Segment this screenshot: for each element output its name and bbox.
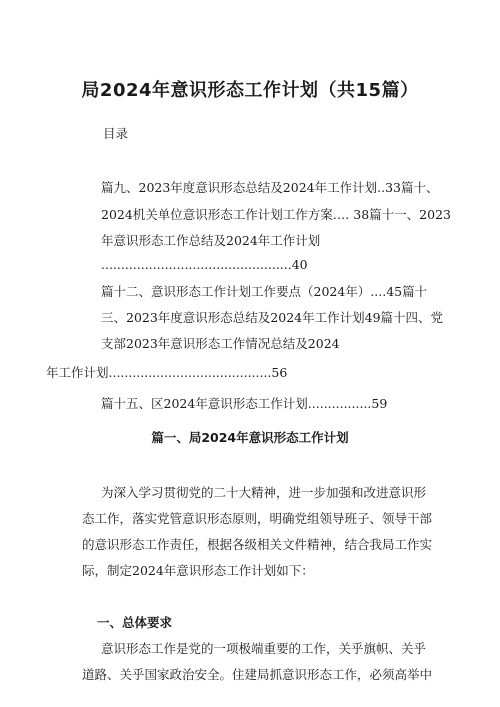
paragraph-line: 意识形态工作是党的一项极端重要的工作，关乎旗帜、关乎 (101, 641, 427, 656)
toc-line: 篇十五、区2024年意识形态工作计划................59 (101, 396, 388, 411)
toc-line: 年意识形态工作总结及2024年工作计划 (101, 233, 321, 248)
paragraph-line: 际，制定2024年意识形态工作计划如下： (82, 563, 314, 578)
section-title: 篇一、局2024年意识形态工作计划 (151, 430, 349, 445)
toc-line: 2024机关单位意识形态工作计划工作方案…. 38篇十一、2023 (101, 207, 451, 222)
paragraph-line: 态工作，落实党管意识形态原则，明确党组领导班子、领导干部 (82, 511, 433, 526)
document-title: 局2024年意识形态工作计划（共15篇） (81, 80, 419, 101)
paragraph-line: 的意识形态工作责任，根据各级相关文件精神，结合我局工作实 (82, 537, 433, 552)
subheading: 一、总体要求 (97, 615, 173, 630)
toc-line: ................................................40 (101, 257, 308, 272)
toc-line: 年工作计划.........................................56 (46, 365, 288, 380)
paragraph-line: 为深入学习贯彻党的二十大精神，进一步加强和改进意识形 (101, 485, 427, 500)
toc-line: 支部2023年意识形态工作情况总结及2024 (101, 336, 340, 351)
paragraph-line: 道路、关乎国家政治安全。住建局抓意识形态工作，必须高举中 (82, 667, 433, 682)
toc-line: 篇十二、意识形态工作计划工作要点（2024年）....45篇十 (101, 284, 428, 299)
toc-line: 篇九、2023年度意识形态总结及2024年工作计划..33篇十、 (101, 180, 439, 195)
toc-line: 三、2023年度意识形态总结及2024年工作计划49篇十四、党 (101, 310, 444, 325)
toc-heading: 目录 (103, 126, 129, 141)
